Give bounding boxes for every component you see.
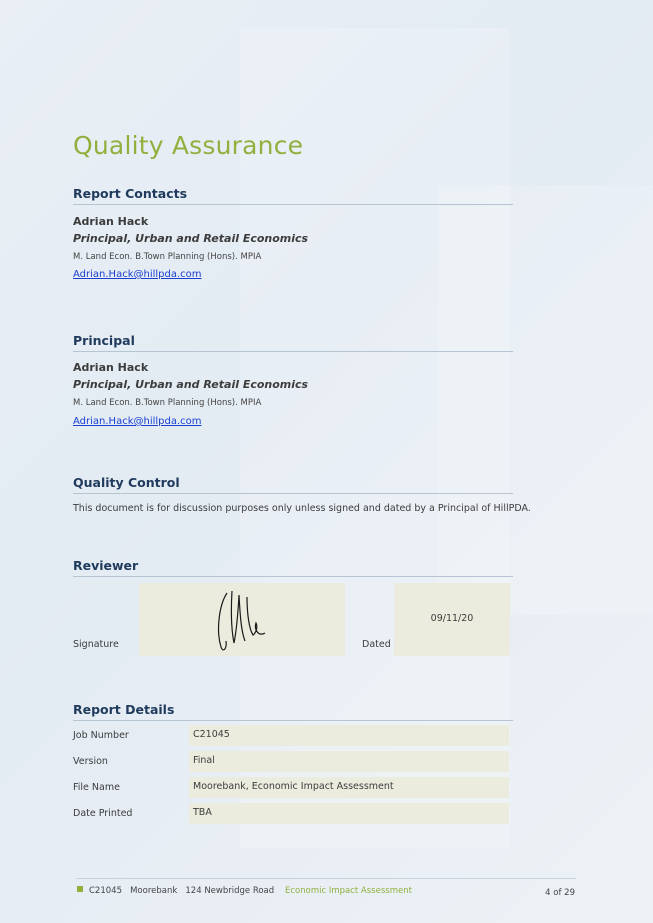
page-footer: [77, 886, 412, 896]
date-printed-field: [189, 803, 509, 824]
footer-job: C21045: [89, 886, 122, 896]
file-name-label: File Name: [73, 782, 120, 793]
footer-square-icon: [77, 886, 83, 892]
page-title: Quality Assurance: [73, 131, 304, 160]
signature-label: Signature: [73, 639, 119, 650]
footer-location: Moorebank: [130, 886, 178, 896]
job-number-value: C21045: [193, 729, 230, 740]
section-heading-report-contacts: Report Contacts: [73, 186, 513, 205]
version-label: Version: [73, 756, 108, 767]
principal-name: Adrian Hack: [73, 361, 149, 374]
section-heading-reviewer: Reviewer: [73, 558, 513, 577]
date-printed-label: Date Printed: [73, 808, 133, 819]
principal-email-link[interactable]: Adrian.Hack@hillpda.com: [73, 416, 202, 427]
version-value: Final: [193, 755, 215, 766]
footer-divider: [76, 878, 576, 879]
dated-label: Dated: [362, 639, 391, 650]
date-printed-value: TBA: [193, 807, 212, 818]
principal-role: Principal, Urban and Retail Economics: [73, 378, 309, 391]
contact-email-link[interactable]: Adrian.Hack@hillpda.com: [73, 269, 202, 280]
file-name-value: Moorebank, Economic Impact Assessment: [193, 781, 394, 792]
section-heading-quality-control: Quality Control: [73, 475, 513, 494]
signature-image: [139, 583, 345, 656]
date-value: 09/11/20: [430, 613, 474, 624]
background-panel: [438, 185, 653, 615]
principal-qualifications: M. Land Econ. B.Town Planning (Hons). MPIA: [73, 398, 262, 408]
contact-role: Principal, Urban and Retail Economics: [73, 232, 309, 245]
version-field: [189, 751, 509, 772]
page-number: 4 of 29: [545, 888, 575, 898]
section-heading-principal: Principal: [73, 333, 513, 352]
section-heading-report-details: Report Details: [73, 702, 513, 721]
footer-report-type: Economic Impact Assessment: [284, 886, 412, 896]
contact-name: Adrian Hack: [73, 215, 149, 228]
signature-field: [139, 583, 345, 656]
quality-control-statement: This document is for discussion purposes only unless signed and dated by a Principal of HillPDA.: [73, 503, 531, 514]
file-name-field: [189, 777, 509, 798]
date-field: [394, 583, 510, 656]
footer-address: 124 Newbridge Road: [185, 886, 275, 896]
job-number-label: Job Number: [73, 730, 129, 741]
job-number-field: [189, 725, 509, 746]
contact-qualifications: M. Land Econ. B.Town Planning (Hons). MPIA: [73, 252, 262, 262]
